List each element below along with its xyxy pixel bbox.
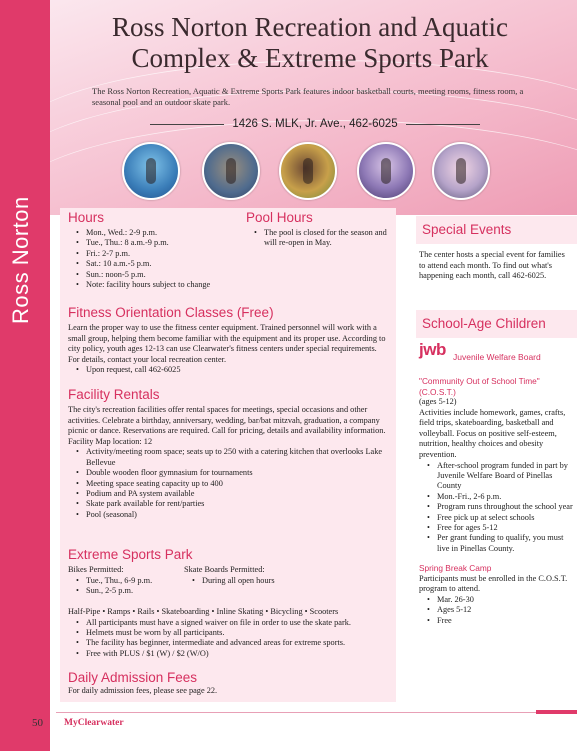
cost-program [419,376,573,626]
rentals-heading: Facility Rentals [68,387,160,402]
address: 1426 S. MLK, Jr. Ave., 462-6025 [232,118,398,130]
footer-rule [56,712,536,713]
program-ages: (ages 5-12) [419,397,457,406]
rentals-section [68,387,390,520]
boards-label: Skate Boards Permitted: [184,565,265,574]
list-item: • Per grant funding to qualify, you must live in Pinellas County. [437,533,573,554]
fitness-heading: Fitness Orientation Classes (Free) [68,305,274,320]
school-age-heading: School-Age Children [422,316,546,331]
pool-hours-section [246,210,391,249]
list-item: • Activity/meeting room space; seats up to 250 with a catering kitchen that overlooks Lake Bellevue [86,447,390,468]
list-item: • Note: facility hours subject to change [86,280,238,290]
footer-accent-bar [536,710,577,714]
admission-heading: Daily Admission Fees [68,670,198,685]
photo-skate-park [202,142,260,200]
extreme-heading: Extreme Sports Park [68,547,193,562]
photo-basketball [122,142,180,200]
list-item: • Sun., 2-5 p.m. [86,586,178,596]
program-body: Activities include homework, games, crafts, field trips, skateboarding, basketball and volleyball. Focus on positive self-esteem, nutrition, healthy choices and obesity prevention. [419,407,566,459]
intro-text: The Ross Norton Recreation, Aquatic & Extreme Sports Park features indoor basketball courts, meeting rooms, fitness room, a seasonal pool and an outdoor skate park. [92,86,524,107]
special-events-heading: Special Events [422,222,512,237]
list-item: • Double wooden floor gymnasium for tournaments [86,468,390,478]
jwb-logo-mark: jwb [419,340,446,359]
pool-hours-list [246,228,391,249]
sidebar-label: Ross Norton [8,196,33,324]
fitness-section [68,305,390,376]
hours-section [68,210,238,290]
list-item: • After-school program funded in part by Juvenile Welfare Board of Pinellas County [437,461,573,492]
list-item: • All participants must have a signed waiver on file in order to use the skate park. [86,618,390,628]
list-item: • Free pick up at select schools [437,513,573,523]
pool-hours-heading: Pool Hours [246,210,313,225]
boards-column [184,565,334,586]
permit-columns [68,565,390,607]
divider [406,124,480,125]
list-item: • Tue., Thu.: 8 a.m.-9 p.m. [86,238,238,248]
camp-list [419,595,573,626]
activities-line: Half-Pipe • Ramps • Rails • Skateboarding • Inline Skating • Bicycling • Scooters [68,607,339,616]
divider [150,124,224,125]
rentals-list [68,447,390,520]
list-item: • Upon request, call 462-6025 [86,365,390,375]
list-item: • Mon., Wed.: 2-9 p.m. [86,228,238,238]
list-item: • During all open hours [202,576,334,586]
bikes-label: Bikes Permitted: [68,565,124,574]
list-item: • Skate park available for rent/parties [86,499,390,509]
magazine-name: MyClearwater [64,718,124,728]
photo-ballet-kids [432,142,490,200]
hours-list [68,228,238,290]
hours-heading: Hours [68,210,105,225]
list-item: • Sun.: noon-5 p.m. [86,270,238,280]
boards-list [184,576,334,586]
sidebar-band [0,0,50,751]
list-item: • The facility has beginner, intermediate and advanced areas for extreme sports. [86,638,390,648]
title-line-2: Complex & Extreme Sports Park [131,43,489,73]
list-item: • Ages 5-12 [437,605,573,615]
rentals-body: The city's recreation facilities offer rental spaces for meetings, special occasions and other activities. Celebrate a birthday, anniversary, wedding, bar/bat mitzvah, graduation, a company picnic or dance. Reservations are required. Call for pricing, details and availability information. [68,405,386,436]
list-item: • Meeting space seating capacity up to 400 [86,479,390,489]
fitness-list [68,365,390,375]
jwb-logo [419,342,569,364]
special-events-body: The center hosts a special event for families to attend each month. To find out what's happening each month, call 462-6025. [419,250,565,281]
bikes-list [68,576,178,597]
list-item: • Free with PLUS / $1 (W) / $2 (W/O) [86,649,390,659]
list-item: • The pool is closed for the season and will re-open in May. [264,228,391,249]
fitness-body: Learn the proper way to use the fitness center equipment. Trained personnel will work with a small group, helping them become familiar with the equipment and its proper use. According to city policy, youth ages 12-13 can use Clearwater's fitness centers under special requirements. For details, contact your local recreation center. [68,323,386,364]
list-item: • Free [437,616,573,626]
special-events-header-box [416,216,577,244]
list-item: • Tue., Thu., 6-9 p.m. [86,576,178,586]
list-item: • Free for ages 5-12 [437,523,573,533]
program-title: "Community Out of School Time" [419,376,540,386]
address-row [150,116,480,132]
program-abbr: (C.O.S.T.) [419,386,456,397]
photo-dance-class [357,142,415,200]
list-item: • Helmets must be worn by all participants. [86,628,390,638]
admission-section [68,670,390,697]
list-item: • Fri.: 2-7 p.m. [86,249,238,259]
extreme-section [68,547,390,659]
admission-body: For daily admission fees, please see page 22. [68,686,218,695]
page-number: 50 [32,717,43,729]
camp-body: Participants must be enrolled in the C.O.S.T. program to attend. [419,573,568,594]
list-item: • Sat.: 10 a.m.-5 p.m. [86,259,238,269]
page-title [60,12,560,74]
list-item: • Podium and PA system available [86,489,390,499]
title-line-1: Ross Norton Recreation and Aquatic [112,12,508,42]
program-list [419,461,573,555]
map-location: Facility Map location: 12 [68,436,153,446]
camp-title: Spring Break Camp [419,563,492,574]
school-age-header-box [416,310,577,338]
photo-child-playing [279,142,337,200]
list-item: • Program runs throughout the school year [437,502,573,512]
bikes-column [68,565,178,596]
list-item: • Mar. 26-30 [437,595,573,605]
jwb-logo-subtitle: Juvenile Welfare Board [453,352,541,362]
list-item: • Pool (seasonal) [86,510,390,520]
extreme-list [68,618,390,660]
list-item: • Mon.-Fri., 2-6 p.m. [437,492,573,502]
